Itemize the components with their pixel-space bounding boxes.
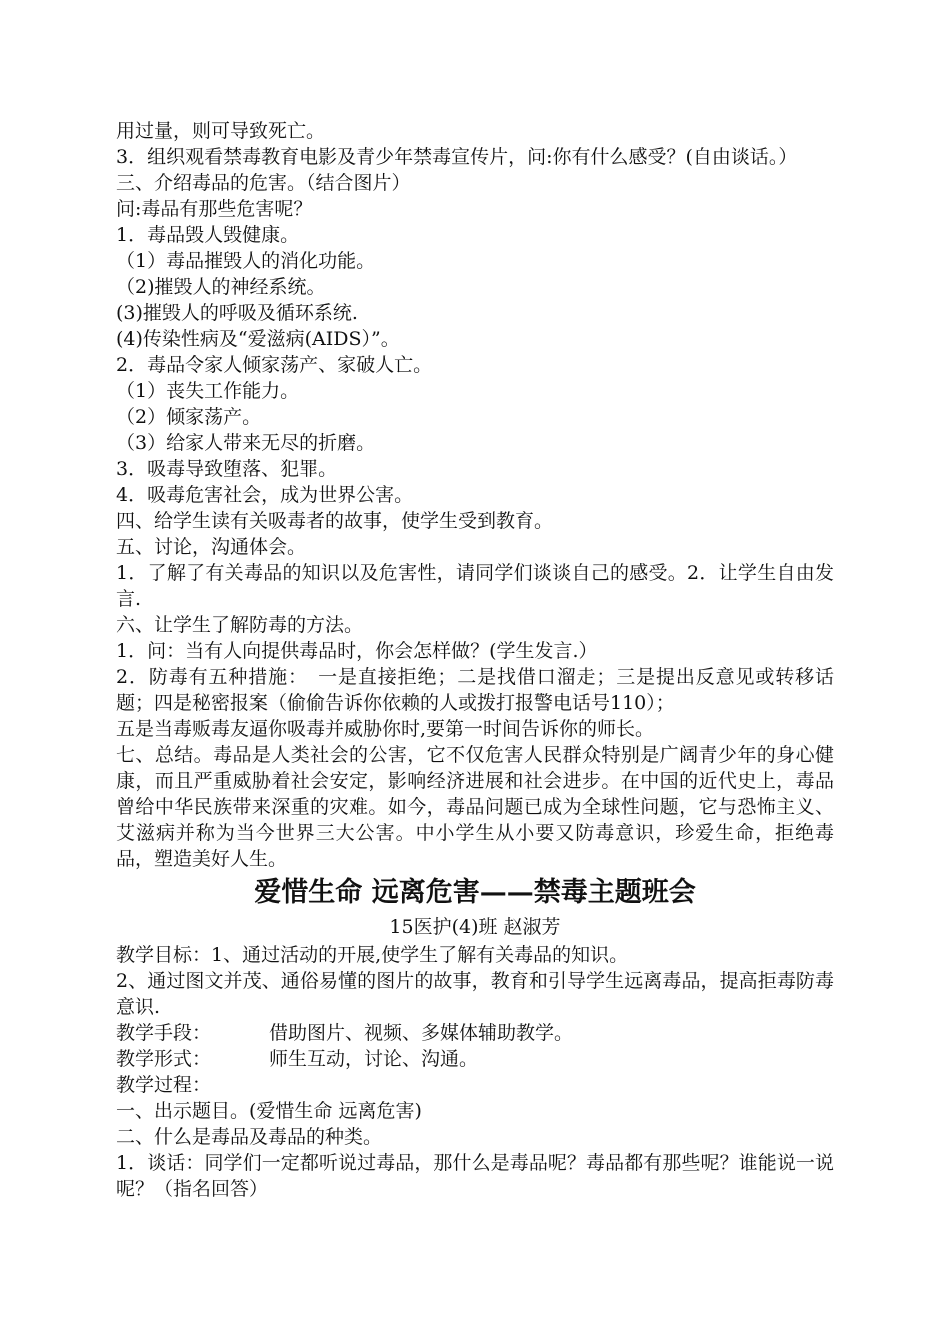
text-line: 4．吸毒危害社会，成为世界公害。 (116, 484, 414, 506)
teaching-means (116, 1020, 834, 1046)
text-line: 3．组织观看禁毒教育电影及青少年禁毒宣传片，问:你有什么感受？(自由谈话。） (116, 146, 798, 168)
text-line: （3）给家人带来无尽的折磨。 (116, 432, 376, 454)
text-line: 四、给学生读有关吸毒者的故事，使学生受到教育。 (116, 510, 554, 532)
text-line: 1．了解了有关毒品的知识以及危害性，请同学们谈谈自己的感受。2．让学生自由发言. (116, 562, 834, 610)
text-line: 2．防毒有五种措施： 一是直接拒绝；二是找借口溜走；三是提出反意见或转移话题；四是秘密报案（偷偷告诉你依赖的人或拨打报警电话号110）； (116, 666, 834, 714)
text-line: 三、介绍毒品的危害。（结合图片） (116, 172, 411, 194)
step-two-item-one: 1．谈话：同学们一定都听说过毒品，那什么是毒品呢？毒品都有那些呢？谁能说一说呢？（指名回答） (116, 1152, 834, 1200)
section-part-one (116, 118, 834, 872)
teaching-form (116, 1046, 834, 1072)
text-line: (4)传染性病及“爱滋病(AIDS）”。 (116, 328, 400, 350)
text-line: 六、让学生了解防毒的方法。 (116, 614, 364, 636)
teaching-goal-2: 2、通过图文并茂、通俗易懂的图片的故事，教育和引导学生远离毒品，提高拒毒防毒意识. (116, 970, 834, 1018)
teaching-form-value: 师生互动，讨论、沟通。 (269, 1048, 479, 1070)
text-line: 五、讨论，沟通体会。 (116, 536, 307, 558)
document-title: 爱惜生命 远离危害——禁毒主题班会 (254, 877, 696, 908)
teaching-process: 教学过程： (116, 1074, 212, 1096)
text-line: 2．毒品令家人倾家荡产、家破人亡。 (116, 354, 433, 376)
teaching-goal: 教学目标：1、通过活动的开展,使学生了解有关毒品的知识。 (116, 944, 629, 966)
teaching-form-label: 教学形式： (116, 1048, 212, 1070)
section-part-two (116, 942, 834, 1202)
step-one: 一、出示题目。(爱惜生命 远离危害) (116, 1100, 422, 1122)
text-line: 1．毒品毁人毁健康。 (116, 224, 300, 246)
text-line: （1）毒品摧毁人的消化功能。 (116, 250, 376, 272)
text-line: 五是当毒贩毒友逼你吸毒并威胁你时,要第一时间告诉你的师长。 (116, 718, 655, 740)
text-line: (3)摧毁人的呼吸及循环系统. (116, 302, 358, 324)
text-line: （2）倾家荡产。 (116, 406, 262, 428)
text-line: 1．问：当有人向提供毒品时，你会怎样做？(学生发言.） (116, 640, 598, 662)
text-line: 用过量，则可导致死亡。 (116, 120, 326, 142)
text-line: （2)摧毁人的神经系统。 (116, 276, 326, 298)
text-line: （1）丧失工作能力。 (116, 380, 300, 402)
step-two: 二、什么是毒品及毒品的种类。 (116, 1126, 383, 1148)
teaching-means-value: 借助图片、视频、多媒体辅助教学。 (269, 1022, 574, 1044)
author-line: 15医护(4)班 赵淑芳 (389, 916, 561, 938)
summary-paragraph: 七、总结。毒品是人类社会的公害，它不仅危害人民群众特别是广阔青少年的身心健康，而且严重威胁着社会安定，影响经济进展和社会进步。在中国的近代史上，毒品曾给中华民族带来深重的灾难。如今，毒品问题已成为全球性问题，它与恐怖主义、艾滋病并称为当今世界三大公害。中小学生从小要又防毒意识，珍爱生命，拒绝毒品，塑造美好人生。 (116, 744, 834, 870)
text-line: 3．吸毒导致堕落、犯罪。 (116, 458, 338, 480)
text-line: 问:毒品有那些危害呢？ (116, 198, 313, 220)
teaching-means-label: 教学手段： (116, 1022, 212, 1044)
